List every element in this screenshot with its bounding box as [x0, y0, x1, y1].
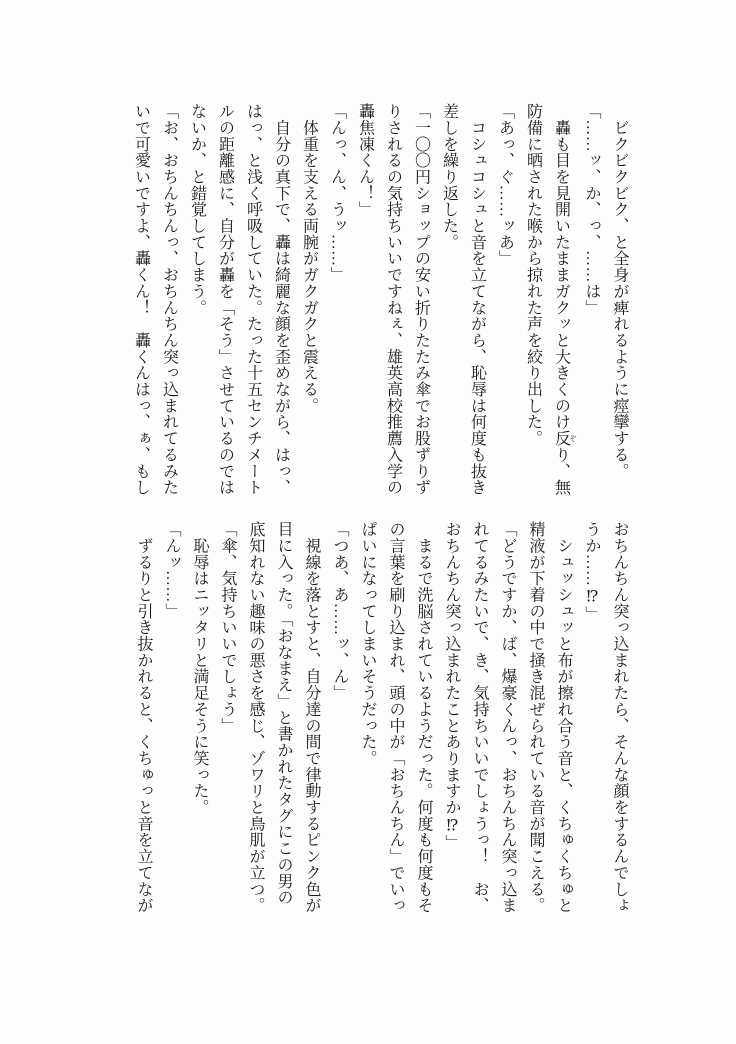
- text-line: 「傘、気持ちいいでしょう」: [219, 521, 236, 734]
- text-line: いで可愛いですよ、轟くん！ 轟くんはっ、ぁ、もし: [132, 103, 150, 496]
- upper-text-block: [127, 103, 634, 505]
- text-line: 「お、おちんちんっ、おちんちん突っ込まれてるみた: [160, 103, 178, 496]
- text-line: ビクビクビク、と全身が痺れるように痙攣する。: [611, 103, 628, 480]
- text-line: 防備に晒された喉から掠れた声を絞り出した。: [524, 103, 542, 447]
- text-line: おちんちん突っ込まれたことありますか⁉」: [443, 521, 460, 851]
- text-line: 体重を支える両腕がガクガクと震える。: [300, 103, 318, 414]
- text-line: 「つあ、あ……ッ、ん」: [331, 521, 348, 701]
- text-line: の言葉を刷り込まれ、頭の中が「おちんちん」でいっ: [387, 521, 404, 914]
- text-line: 轟焦凍くん！」: [356, 103, 374, 218]
- text-line: ルの距離感に、自分が轟を「そう」させているのでは: [216, 103, 234, 496]
- text-line: 差しを繰り返した。: [440, 103, 458, 251]
- text-line: 「一〇〇円ショップの安い折りたたみ傘でお股ずりず: [412, 103, 430, 496]
- text-line: うか……⁉」: [583, 521, 600, 623]
- text-line: ぱいになってしまいそうだった。: [359, 521, 376, 767]
- text-line: 底知れない趣味の悪さを感じ、ゾワリと鳥肌が立つ。: [247, 521, 264, 914]
- text-line: シュッシュッと布が擦れ合う音と、くちゅくちゅと: [555, 521, 572, 914]
- text-line: 轟も目を見開いたままガクッと大きくのけ反 ぞり、無: [552, 103, 578, 496]
- text-line: 視線を落とすと、自分達の間で律動するピンク色が: [303, 521, 320, 914]
- text-line: 「……ッ、か、っ、……は」: [583, 103, 600, 316]
- text-line: 「んッ……」: [163, 521, 180, 620]
- text-line: 恥辱はニッタリと満足そうに笑った。: [191, 521, 208, 816]
- text-line: 精液が下着の中で掻き混ぜられている音が聞こえる。: [527, 521, 544, 914]
- text-line: 自分の真下で、轟は綺麗な顔を歪めながら、はっ、: [272, 103, 290, 496]
- text-line: コシュコシュと音を立てながら、恥辱は何度も抜き: [468, 103, 486, 496]
- text-line: ずるりと引き抜かれると、くちゅっと音を立てなが: [135, 521, 152, 914]
- text-line: 「あっ、ぐ……ッあ」: [496, 103, 514, 267]
- text-line: れてるみたいで、き、気持ちいいでしょうっ！ お、: [471, 521, 488, 914]
- text-line: はっ、と浅く呼吸していた。たった十五センチメート: [244, 103, 262, 496]
- text-line: 「どうですか、ば、爆豪くんっ、おちんちん突っ込ま: [499, 521, 516, 914]
- text-line: ないか、と錯覚してしまう。: [188, 103, 206, 316]
- text-line: 「んっ、ん、うッ……」: [328, 103, 346, 283]
- text-line: りされるの気持ちいいですねぇ、雄英高校推薦入学の: [384, 103, 402, 496]
- lower-text-block: [129, 521, 633, 923]
- text-line: 目に入った。「おなまえ」と書かれたタグにこの男の: [275, 521, 292, 906]
- text-line: おちんちん突っ込まれたら、そんな顔をするんでしょ: [611, 521, 628, 914]
- text-line: まるで洗脳されているようだった。何度も何度もそ: [415, 521, 432, 914]
